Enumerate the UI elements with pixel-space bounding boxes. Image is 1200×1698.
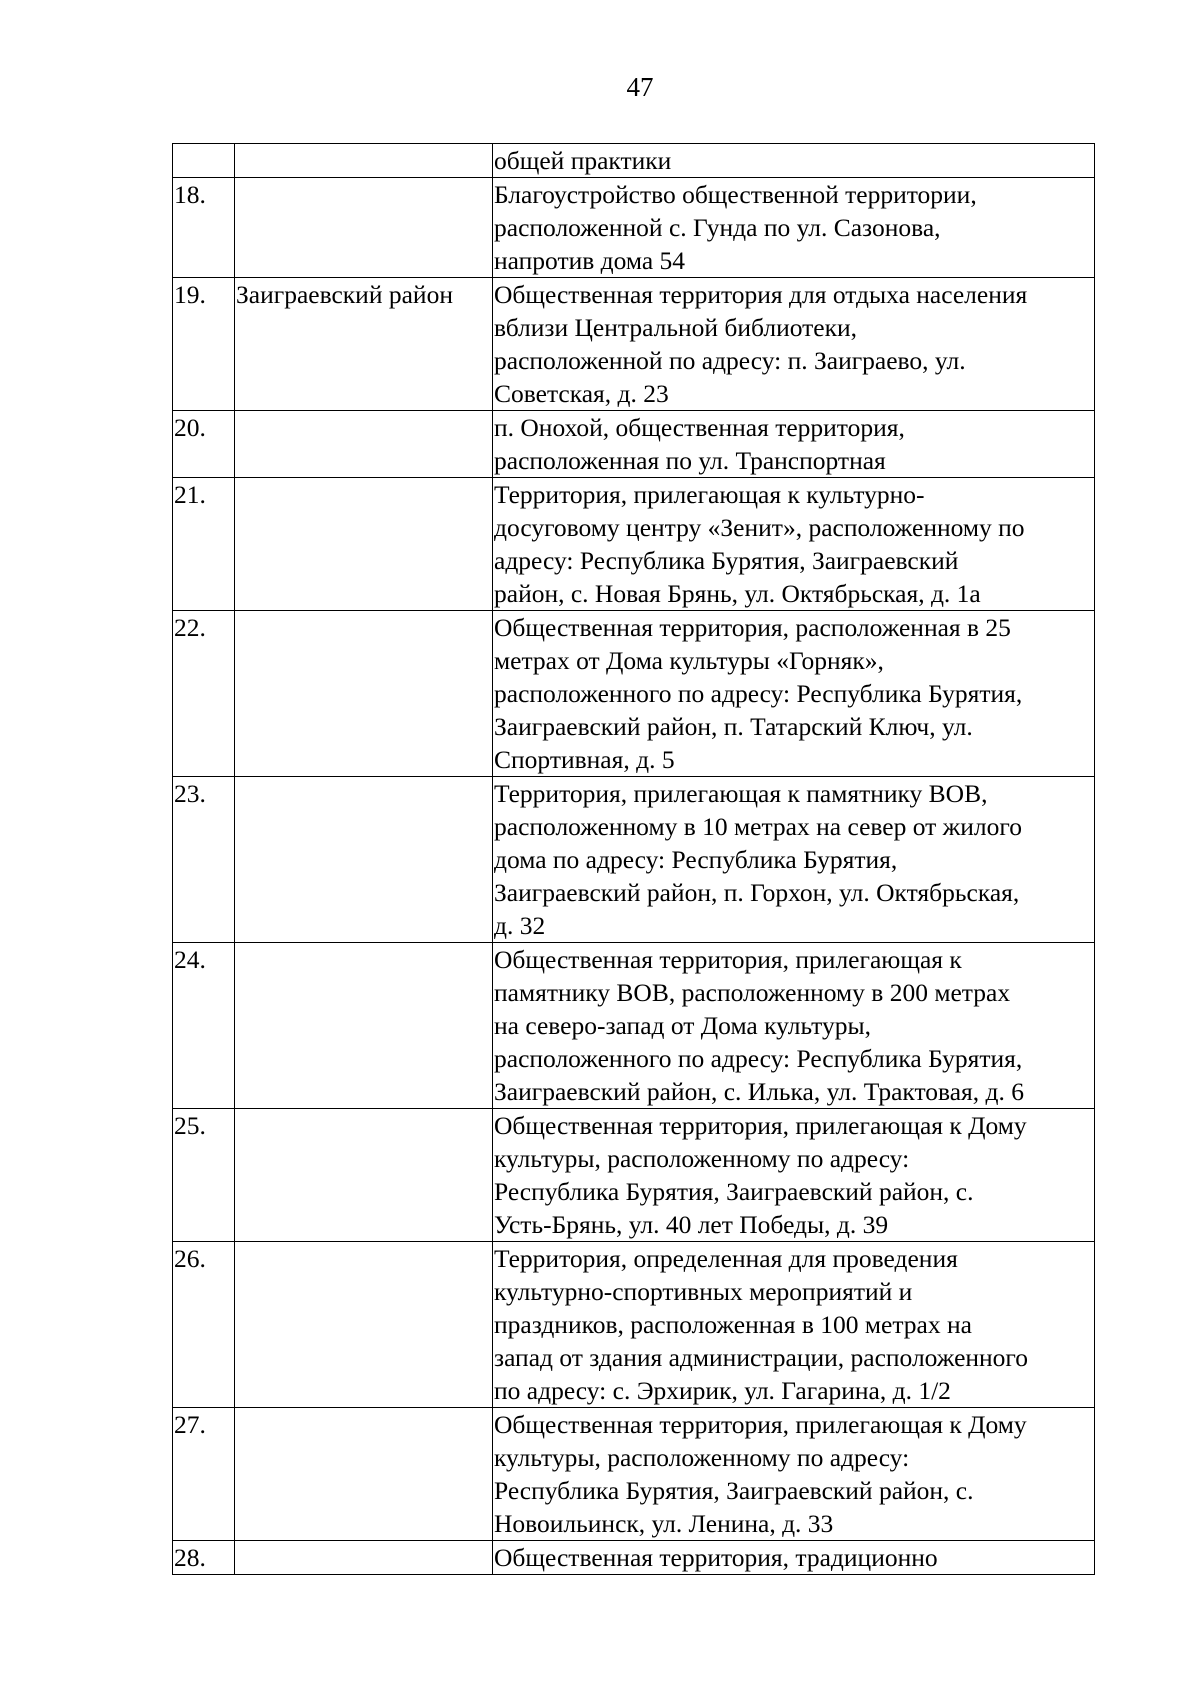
description-text: общей практики (494, 146, 672, 175)
table-row (173, 478, 1095, 611)
row-number-cell: 18. (173, 178, 235, 278)
table-row (173, 1408, 1095, 1541)
description-cell (493, 1242, 1095, 1408)
district-cell (235, 1242, 493, 1408)
description-cell (493, 943, 1095, 1109)
row-number-cell: 23. (173, 777, 235, 943)
row-number-cell: 28. (173, 1541, 235, 1575)
description-cell (493, 611, 1095, 777)
row-number-cell: 24. (173, 943, 235, 1109)
district-cell: Заиграевский район (235, 278, 493, 411)
table-row (173, 178, 1095, 278)
district-cell (235, 943, 493, 1109)
row-number-cell: 27. (173, 1408, 235, 1541)
description-cell (493, 1109, 1095, 1242)
description-cell (493, 1408, 1095, 1541)
description-text: п. Онохой, общественная территория, расположенная по ул. Транспортная (494, 413, 905, 475)
district-cell (235, 1408, 493, 1541)
row-number-cell: 21. (173, 478, 235, 611)
table-row (173, 144, 1095, 178)
table-row (173, 278, 1095, 411)
row-number-cell: 22. (173, 611, 235, 777)
table-row (173, 1541, 1095, 1575)
description-text: Общественная территория для отдыха населения вблизи Центральной библиотеки, расположенной по адресу: п. Заиграево, ул. Советская, д. 23 (494, 280, 1028, 408)
description-cell (493, 278, 1095, 411)
description-text: Территория, определенная для проведения культурно-спортивных мероприятий и праздников, расположенная в 100 метрах на запад от здания администрации, расположенного по адресу: с. Эрхирик, ул. Гагарина, д. 1/2 (494, 1244, 1029, 1405)
description-text: Благоустройство общественной территории, расположенной с. Гунда по ул. Сазонова, напротив дома 54 (494, 180, 977, 275)
table-row (173, 1109, 1095, 1242)
row-number-cell: 20. (173, 411, 235, 478)
table-row (173, 777, 1095, 943)
table-row (173, 611, 1095, 777)
description-text: Территория, прилегающая к памятнику ВОВ, расположенному в 10 метрах на север от жилого дома по адресу: Республика Бурятия, Заиграевский район, п. Горхон, ул. Октябрьская, д. 32 (494, 779, 1022, 940)
description-cell (493, 1541, 1095, 1575)
table-row (173, 943, 1095, 1109)
territories-table (172, 143, 1095, 1575)
district-cell (235, 1109, 493, 1242)
row-number-cell: 19. (173, 278, 235, 411)
district-cell (235, 411, 493, 478)
description-text: Общественная территория, прилегающая к памятнику ВОВ, расположенному в 200 метрах на северо-запад от Дома культуры, расположенного по адресу: Республика Бурятия, Заиграевский район, с. Илька, ул. Трактовая, д. 6 (494, 945, 1024, 1106)
description-text: Общественная территория, расположенная в 25 метрах от Дома культуры «Горняк», расположенного по адресу: Республика Бурятия, Заиграевский район, п. Татарский Ключ, ул. Спортивная, д. 5 (494, 613, 1023, 774)
row-number-cell (173, 144, 235, 178)
description-cell (493, 144, 1095, 178)
table-row (173, 411, 1095, 478)
district-cell (235, 144, 493, 178)
district-cell (235, 1541, 493, 1575)
description-text: Общественная территория, прилегающая к Дому культуры, расположенному по адресу: Республика Бурятия, Заиграевский район, с. Усть-Брянь, ул. 40 лет Победы, д. 39 (494, 1111, 1027, 1239)
description-text: Территория, прилегающая к культурно- досуговому центру «Зенит», расположенному по адресу: Республика Бурятия, Заиграевский район, с. Новая Брянь, ул. Октябрьская, д. 1а (494, 480, 1025, 608)
table-body (173, 144, 1095, 1575)
district-cell (235, 478, 493, 611)
description-text: Общественная территория, прилегающая к Дому культуры, расположенному по адресу: Республика Бурятия, Заиграевский район, с. Новоильинск, ул. Ленина, д. 33 (494, 1410, 1027, 1538)
description-cell (493, 178, 1095, 278)
description-cell (493, 411, 1095, 478)
district-cell (235, 178, 493, 278)
row-number-cell: 25. (173, 1109, 235, 1242)
page-number: 47 (626, 72, 654, 102)
description-cell (493, 777, 1095, 943)
description-cell (493, 478, 1095, 611)
description-text: Общественная территория, традиционно (494, 1543, 938, 1572)
row-number-cell: 26. (173, 1242, 235, 1408)
district-cell (235, 611, 493, 777)
table-row (173, 1242, 1095, 1408)
district-cell (235, 777, 493, 943)
